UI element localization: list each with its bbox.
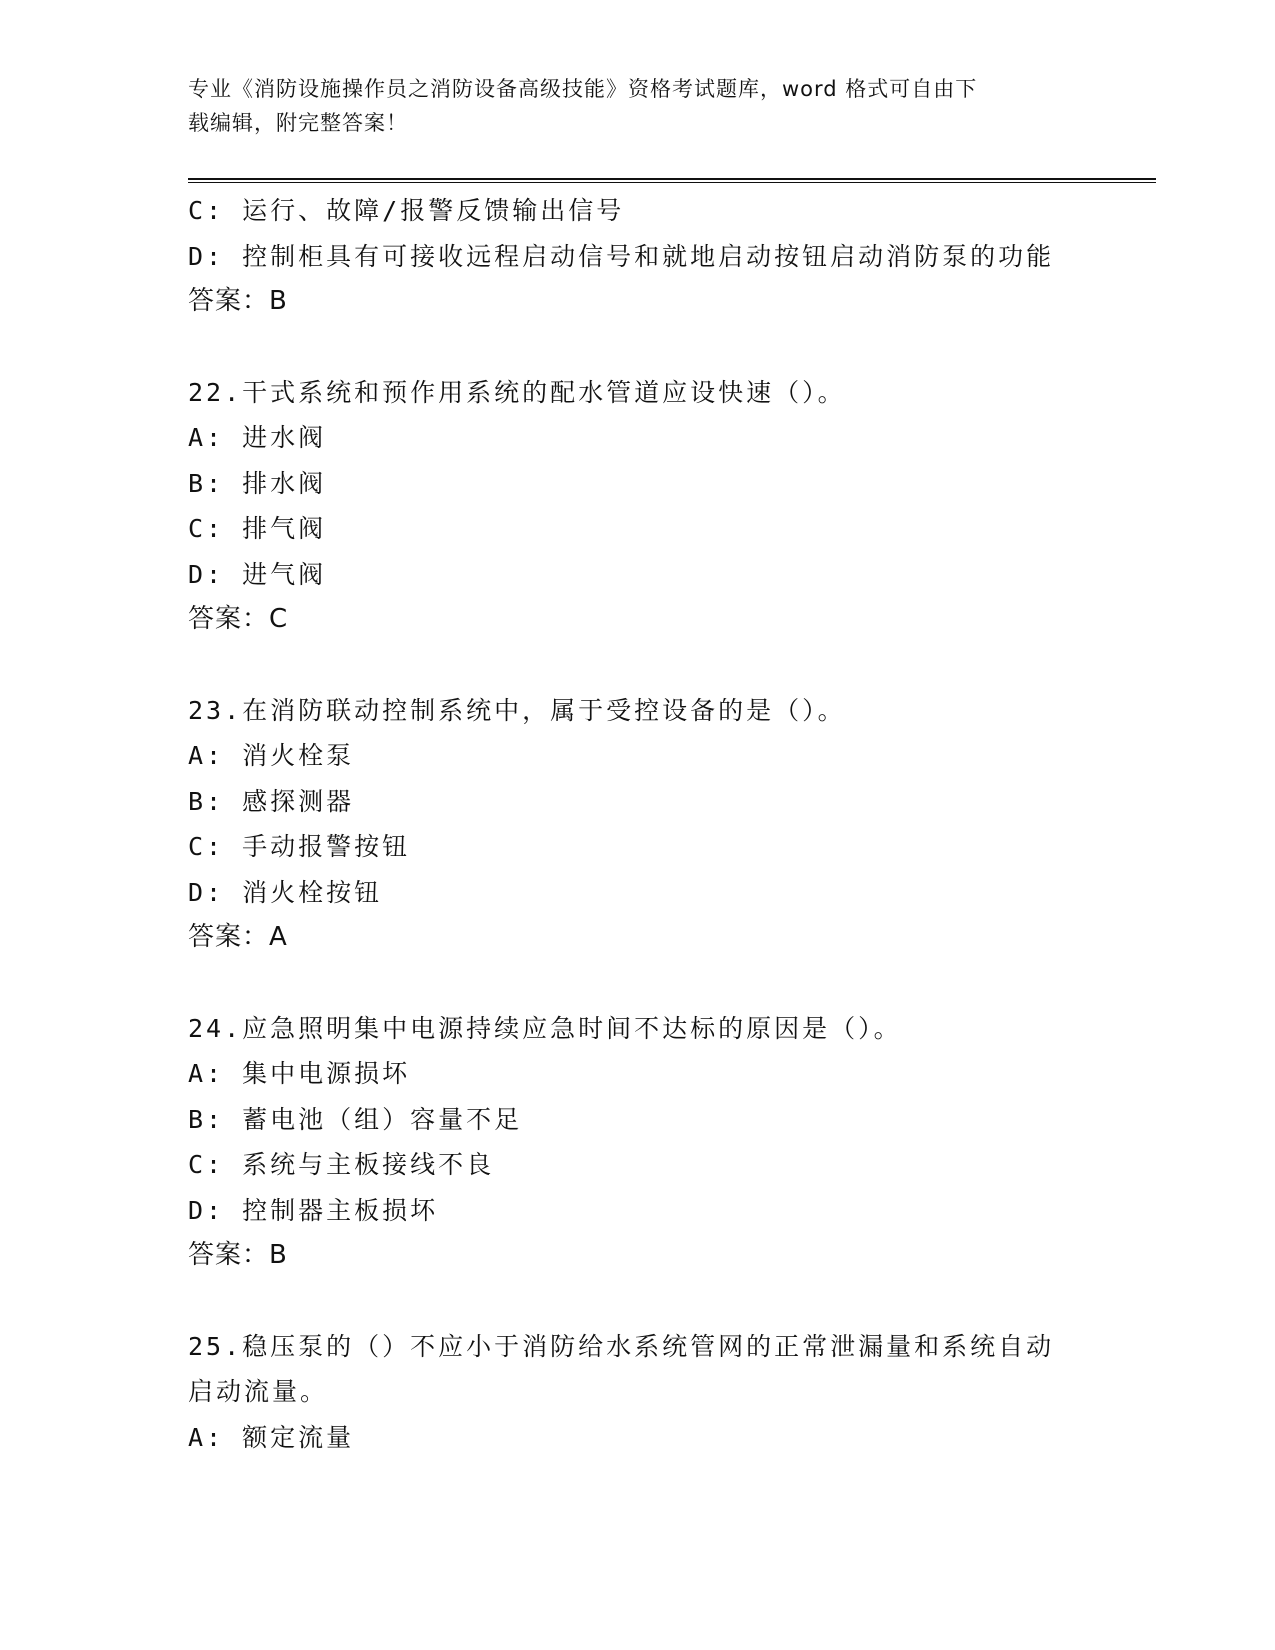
question-stem: 22.干式系统和预作用系统的配水管道应设快速（）。 [188,377,846,407]
option-b: B: 蓄电池（组）容量不足 [188,1104,523,1134]
option-c: C: 手动报警按钮 [188,832,411,861]
option-c: C: 运行、故障/报警反馈输出信号 [188,196,625,225]
question-stem-continued: 启动流量。 [188,1377,329,1406]
question-stem: 23.在消防联动控制系统中，属于受控设备的是（）。 [188,695,846,725]
answer: 答案：C [188,604,289,634]
option-c: C: 系统与主板接线不良 [188,1150,495,1179]
option-c: C: 排气阀 [188,514,327,543]
header-divider [188,178,1156,183]
question-22 [188,370,1138,643]
option-d: D: 控制器主板损坏 [188,1195,439,1225]
option-a: A: 消火栓泵 [188,741,355,770]
answer: 答案：B [188,1240,288,1270]
option-d: D: 控制柜具有可接收远程启动信号和就地启动按钮启动消防泵的功能 [188,241,1055,271]
question-21-continued [188,188,1138,325]
header-line-2: 载编辑，附完整答案！ [188,111,408,135]
question-23 [188,688,1138,961]
header-line-1: 专业《消防设施操作员之消防设备高级技能》资格考试题库，word 格式可自由下 [188,77,978,101]
question-25 [188,1324,1138,1461]
option-a: A: 进水阀 [188,423,327,452]
option-a: A: 集中电源损坏 [188,1059,411,1088]
option-d: D: 消火栓按钮 [188,877,383,907]
option-d: D: 进气阀 [188,559,327,589]
option-a: A: 额定流量 [188,1422,355,1452]
question-stem: 24.应急照明集中电源持续应急时间不达标的原因是（）。 [188,1013,902,1043]
answer: 答案：B [188,286,288,316]
option-b: B: 感探测器 [188,786,355,816]
document-header [188,72,1088,140]
answer: 答案：A [188,922,288,952]
option-b: B: 排水阀 [188,468,327,498]
question-stem: 25.稳压泵的（）不应小于消防给水系统管网的正常泄漏量和系统自动 [188,1331,1055,1361]
question-list [188,188,1138,1460]
question-24 [188,1006,1138,1279]
